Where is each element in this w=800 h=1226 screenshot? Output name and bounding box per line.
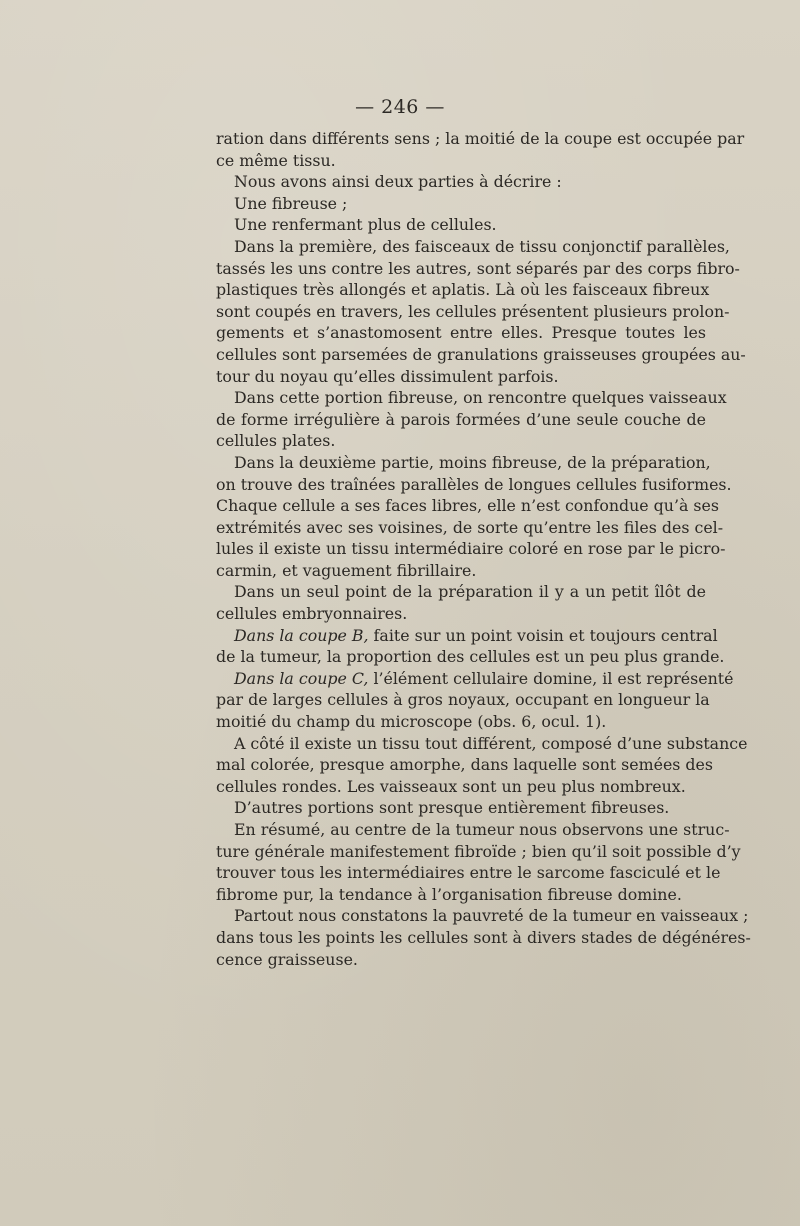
text-line: de forme irrégulière à parois formées d’une seule couche de bbox=[216, 409, 706, 429]
text-line: par de larges cellules à gros noyaux, occupant en longueur la bbox=[216, 690, 710, 710]
text-line: Dans la première, des faisceaux de tissu conjonctif parallèles, bbox=[234, 236, 730, 256]
text-line: cellules embryonnaires. bbox=[216, 604, 408, 624]
text-line: de la tumeur, la proportion des cellules est un peu plus grande. bbox=[216, 647, 725, 667]
text-line: carmin, et vaguement fibrillaire. bbox=[216, 560, 477, 580]
text-line bbox=[216, 668, 734, 690]
text-line: cellules plates. bbox=[216, 431, 336, 451]
text-line: Une renfermant plus de cellules. bbox=[234, 215, 497, 235]
text-line: Dans la deuxième partie, moins fibreuse, de la préparation, bbox=[234, 452, 711, 472]
text-line: Partout nous constatons la pauvreté de la tumeur en vaisseaux ; bbox=[234, 906, 749, 926]
text-line: lules il existe un tissu intermédiaire coloré en rose par le picro- bbox=[216, 539, 726, 559]
italic-phrase: Dans la coupe B, bbox=[234, 625, 369, 645]
text-line: tassés les uns contre les autres, sont séparés par des corps fibro- bbox=[216, 258, 740, 278]
text-line: cellules sont parsemées de granulations graisseuses groupées au- bbox=[216, 344, 746, 364]
text-line: Dans cette portion fibreuse, on rencontre quelques vaisseaux bbox=[234, 388, 727, 408]
line-text: faite sur un point voisin et toujours central bbox=[368, 625, 718, 645]
text-line: tour du noyau qu’elles dissimulent parfois. bbox=[216, 366, 559, 386]
body-text bbox=[216, 128, 751, 970]
text-line: trouver tous les intermédiaires entre le sarcome fasciculé et le bbox=[216, 863, 721, 883]
text-line: Nous avons ainsi deux parties à décrire : bbox=[234, 172, 562, 192]
text-line: sont coupés en travers, les cellules présentent plusieurs prolon- bbox=[216, 301, 730, 321]
text-line: A côté il existe un tissu tout différent, composé d’une substance bbox=[234, 733, 748, 753]
italic-phrase: Dans la coupe C, bbox=[234, 668, 369, 688]
text-line: cellules rondes. Les vaisseaux sont un peu plus nombreux. bbox=[216, 776, 686, 796]
text-line: Chaque cellule a ses faces libres, elle n’est confondue qu’à ses bbox=[216, 496, 719, 516]
text-line: D’autres portions sont presque entièrement fibreuses. bbox=[234, 798, 670, 818]
text-line: extrémités avec ses voisines, de sorte qu’entre les files des cel- bbox=[216, 517, 724, 537]
text-line: gements et s’anastomosent entre elles. Presque toutes les bbox=[216, 323, 706, 343]
text-line: Dans un seul point de la préparation il y a un petit îlôt de bbox=[234, 582, 706, 602]
text-line: ture générale manifestement fibroïde ; bien qu’il soit possible d’y bbox=[216, 841, 741, 861]
text-line: moitié du champ du microscope (obs. 6, ocul. 1). bbox=[216, 712, 607, 732]
page-number: — 246 — bbox=[355, 96, 445, 118]
text-line: dans tous les points les cellules sont à divers stades de dégénéres- bbox=[216, 927, 751, 947]
text-line: ration dans différents sens ; la moitié de la coupe est occupée par bbox=[216, 129, 745, 148]
text-line: fibrome pur, la tendance à l’organisation fibreuse domine. bbox=[216, 884, 682, 904]
text-line: plastiques très allongés et aplatis. Là où les faisceaux fibreux bbox=[216, 280, 710, 300]
text-line: Une fibreuse ; bbox=[234, 193, 348, 213]
text-line: cence graisseuse. bbox=[216, 949, 358, 969]
text-line: mal colorée, presque amorphe, dans laquelle sont semées des bbox=[216, 755, 713, 775]
text-line: on trouve des traînées parallèles de longues cellules fusiformes. bbox=[216, 474, 732, 494]
text-line bbox=[216, 625, 718, 647]
line-text: l’élément cellulaire domine, il est représenté bbox=[368, 668, 734, 688]
text-line: En résumé, au centre de la tumeur nous observons une struc- bbox=[234, 820, 730, 839]
text-line: ce même tissu. bbox=[216, 150, 336, 170]
